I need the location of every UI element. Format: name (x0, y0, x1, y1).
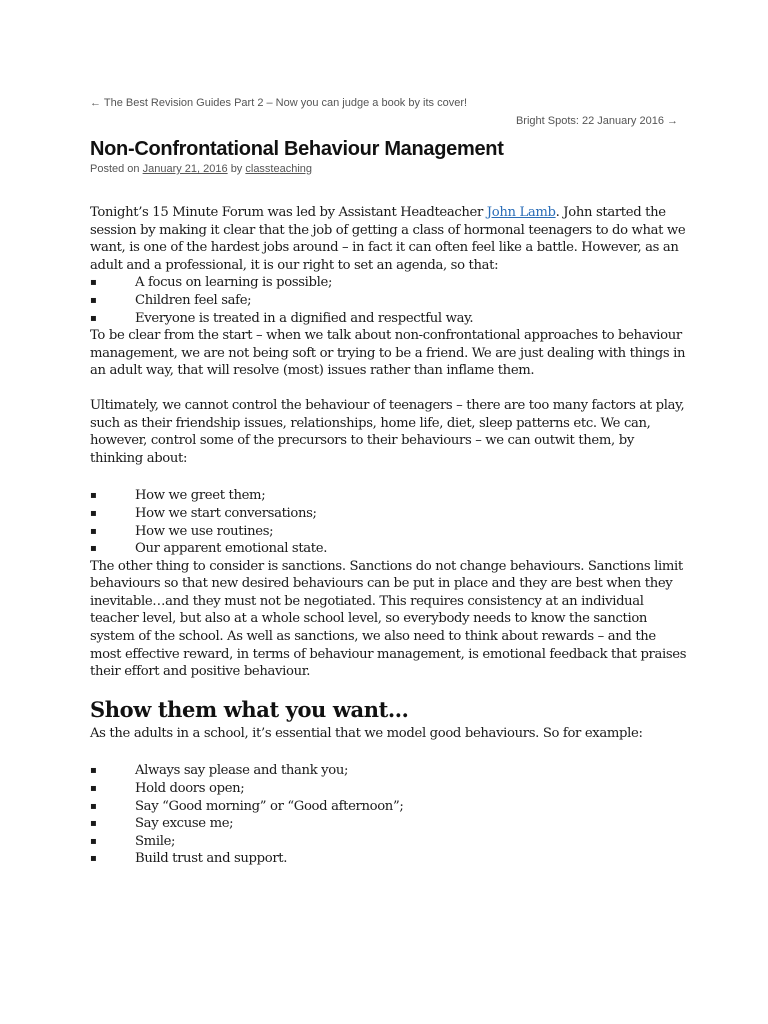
list-item: ▪ How we start conversations; (90, 505, 317, 521)
section-heading: Show them what you want… (90, 696, 409, 722)
bullet-icon: ▪ (90, 853, 97, 865)
previous-post-link[interactable] (90, 97, 467, 109)
bullet-icon: ▪ (90, 818, 97, 830)
bullet-icon: ▪ (90, 277, 97, 289)
list-item: ▪ Everyone is treated in a dignified and respectful way. (90, 310, 474, 326)
by-label: by (230, 163, 243, 175)
next-post-title: Bright Spots: 22 January 2016 (515, 115, 664, 127)
control-paragraph: Ultimately, we cannot control the behaviour of teenagers – there are too many factors at play, such as their friendship issues, relationships, home life, diet, sleep patterns etc. We can, however, control some of the precursors to their behaviours – we can outwit them, by thinking about: (90, 397, 685, 466)
good-behaviours-list (90, 762, 690, 868)
list-item: ▪ Say “Good morning” or “Good afternoon”; (90, 798, 404, 814)
clarification-paragraph: To be clear from the start – when we talk about non-confrontational approaches to behaviour management, we are not being soft or trying to be a friend. We are just dealing with things in an adult way, that will resolve (most) issues rather than inflame them. (90, 328, 686, 379)
bullet-icon: ▪ (90, 294, 97, 306)
intro-paragraph: Tonight’s 15 Minute Forum was led by Assistant Headteacher John Lamb. John started the session by making it clear that the job of getting a class of hormonal teenagers to do what we want, is one of the hardest jobs around – in fact it can often feel like a battle. However, as an adult and a professional, it is our right to set an agenda, so that: (90, 205, 686, 273)
precursors-list (90, 487, 690, 557)
sanctions-paragraph: The other thing to consider is sanctions. Sanctions do not change behaviours. Sanctions limit behaviours so that new desired behaviours can be put in place and they are best when they inevitable…and they must not be negotiated. This requires consistency at an individual teacher level, but also at a whole school level, so everybody needs to know the sanction system of the school. As well as sanctions, we also need to think about rewards – and the most effective reward, in terms of behaviour management, is emotional feedback that praises their effort and positive behaviour. (90, 558, 687, 680)
bullet-icon: ▪ (90, 800, 97, 812)
post-title: Non-Confrontational Behaviour Management (90, 138, 504, 160)
bullet-icon: ▪ (90, 490, 97, 502)
list-item: ▪ How we use routines; (90, 523, 274, 539)
list-item: ▪ Smile; (90, 833, 176, 849)
next-post-link[interactable] (516, 115, 678, 127)
next-post-nav[interactable] (516, 115, 678, 127)
list-item: ▪ Say excuse me; (90, 816, 234, 832)
bullet-icon: ▪ (90, 525, 97, 537)
post-content (90, 204, 690, 868)
john-lamb-link[interactable]: John Lamb (486, 205, 556, 220)
previous-post-nav[interactable] (90, 97, 467, 109)
model-behaviour-paragraph: As the adults in a school, it’s essential that we model good behaviours. So for example: (90, 725, 643, 741)
bullet-icon: ▪ (90, 783, 97, 795)
bullet-icon: ▪ (90, 543, 97, 555)
previous-post-title: The Best Revision Guides Part 2 – Now you can judge a book by its cover! (103, 97, 468, 109)
list-item: ▪ Hold doors open; (90, 781, 245, 797)
bullet-icon: ▪ (90, 765, 97, 777)
posted-on-label: Posted on (90, 163, 140, 175)
list-item: ▪ A focus on learning is possible; (90, 275, 333, 291)
list-item: ▪ Our apparent emotional state. (90, 541, 328, 557)
agenda-list (90, 274, 690, 327)
post-meta (90, 163, 312, 175)
list-item: ▪ How we greet them; (90, 488, 266, 504)
left-arrow-icon: ← (90, 97, 101, 109)
author-link[interactable]: classteaching (245, 163, 313, 175)
bullet-icon: ▪ (90, 835, 97, 847)
post-date-link[interactable]: January 21, 2016 (142, 163, 228, 175)
list-item: ▪ Children feel safe; (90, 292, 252, 308)
bullet-icon: ▪ (90, 312, 97, 324)
bullet-icon: ▪ (90, 507, 97, 519)
list-item: ▪ Build trust and support. (90, 851, 288, 867)
list-item: ▪ Always say please and thank you; (90, 763, 349, 779)
right-arrow-icon: → (667, 115, 678, 127)
